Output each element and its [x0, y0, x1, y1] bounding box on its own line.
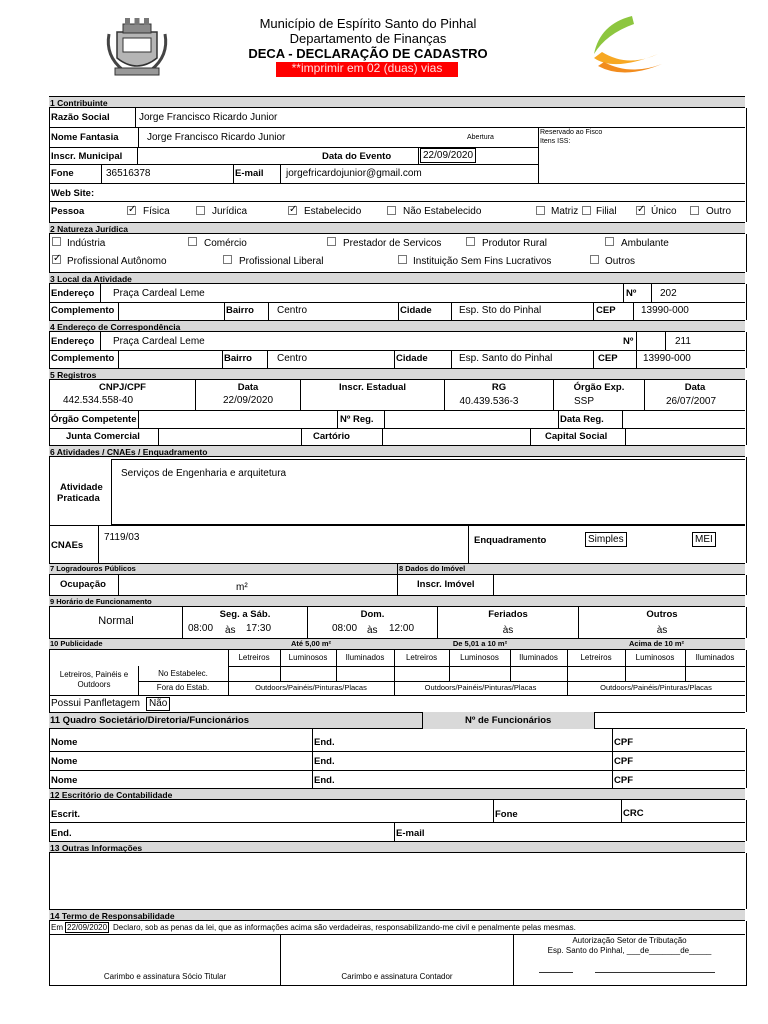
- mei-option[interactable]: MEI: [692, 532, 716, 547]
- s3-endereco-label: Endereço: [51, 288, 95, 299]
- industria-checkbox[interactable]: [52, 237, 61, 246]
- data1-value[interactable]: 22/09/2020: [222, 395, 274, 406]
- enquadramento-label: Enquadramento: [474, 535, 547, 546]
- s4-cidade-label: Cidade: [396, 353, 428, 364]
- instituicao-label: Instituição Sem Fins Lucrativos: [413, 256, 552, 267]
- outros-checkbox[interactable]: [590, 255, 599, 264]
- juridica-checkbox[interactable]: [196, 206, 205, 215]
- s3-cidade-label: Cidade: [400, 305, 432, 316]
- outros-as: às: [656, 625, 668, 636]
- socio-3-nome-label: Nome: [51, 775, 78, 786]
- s4-complemento-label: Complemento: [51, 353, 115, 364]
- s3-numero-label: Nº: [626, 288, 637, 299]
- s4-endereco-value[interactable]: Praça Cardeal Leme: [113, 336, 205, 347]
- s4-bairro-value[interactable]: Centro: [277, 353, 308, 364]
- header-municipality: Município de Espírito Santo do Pinhal: [259, 16, 477, 31]
- cnaes-value[interactable]: 7119/03: [104, 532, 140, 543]
- section-1-title: 1 Contribuinte: [50, 98, 108, 108]
- s3-cep-value[interactable]: 13990-000: [641, 305, 689, 316]
- autonomo-label: Profissional Autônomo: [67, 256, 167, 267]
- g3-luminosos: Luminosos: [635, 653, 675, 662]
- email-label: E-mail: [235, 168, 264, 179]
- outdoors-g2: Outdoors/Painéis/Pinturas/Placas: [424, 683, 537, 692]
- s4-bairro-label: Bairro: [224, 353, 252, 364]
- outros-label: Outros: [605, 256, 636, 267]
- abertura-label: Abertura: [467, 134, 494, 141]
- section-9-title: 9 Horário de Funcionamento: [50, 597, 152, 606]
- pessoa-label: Pessoa: [51, 206, 85, 217]
- ocupacao-label: Ocupação: [60, 579, 106, 590]
- carimbo-socio-label: Carimbo e assinatura Sócio Titular: [103, 972, 227, 981]
- publicidade-left-1: Letreiros, Painéis e: [59, 670, 129, 679]
- section-11-frame: [49, 729, 747, 788]
- autonomo-checkbox[interactable]: [52, 255, 61, 264]
- socio-1-cpf-label: CPF: [614, 737, 633, 748]
- num-funcionarios-label-front: Nº de Funcionários: [465, 715, 552, 726]
- socio-2-nome-label: Nome: [51, 756, 78, 767]
- g1-letreiros: Letreiros: [238, 653, 270, 662]
- g2-iluminados: Iluminados: [519, 653, 558, 662]
- rg-value[interactable]: 40.439.536-3: [459, 396, 519, 407]
- cnaes-label: CNAEs: [51, 540, 84, 551]
- itens-iss-label: Itens ISS:: [540, 138, 571, 145]
- section-14-title: 14 Termo de Responsabilidade: [50, 911, 175, 921]
- num-funcionarios-input[interactable]: [595, 713, 745, 728]
- section-6-header: [49, 445, 745, 457]
- nome-fantasia-value[interactable]: Jorge Francisco Ricardo Junior: [147, 132, 286, 143]
- filial-label: Filial: [596, 206, 617, 217]
- seg-as: às: [225, 625, 236, 636]
- cnpj-label: CNPJ/CPF: [99, 382, 146, 393]
- industria-label: Indústria: [67, 238, 106, 249]
- termo-em: Em: [51, 923, 63, 932]
- s4-cep-label: CEP: [598, 353, 618, 364]
- liberal-label: Profissional Liberal: [239, 256, 324, 267]
- fisica-label: Física: [143, 206, 170, 217]
- socio-1-nome-label: Nome: [51, 737, 78, 748]
- section-13-header: [49, 841, 745, 853]
- socio-2-end-label: End.: [314, 756, 335, 767]
- section-4-header: [49, 320, 745, 332]
- simples-option[interactable]: Simples: [585, 532, 627, 547]
- publicidade-left-2: Outdoors: [77, 680, 111, 689]
- outro-label: Outro: [706, 206, 732, 217]
- fone-value[interactable]: 36516378: [106, 168, 151, 179]
- rg-label: RG: [491, 382, 507, 393]
- data-evento-label: Data do Evento: [322, 151, 392, 162]
- section-3-title: 3 Local da Atividade: [50, 274, 132, 284]
- crc-label: CRC: [623, 808, 644, 819]
- s3-bairro-value[interactable]: Centro: [277, 305, 308, 316]
- dom-to[interactable]: 12:00: [389, 623, 415, 634]
- panfletagem-label: Possui Panfletagem: [51, 698, 140, 709]
- unico-label: Único: [651, 206, 677, 217]
- cnpj-value[interactable]: 442.534.558-40: [62, 395, 134, 406]
- razao-social-label: Razão Social: [51, 112, 110, 123]
- termo-declaration: Declaro, sob as penas da lei, que as informações acima são verdadeiras, responsabilizando-me civil e penalmente pelas mesmas.: [113, 923, 576, 932]
- email-value[interactable]: jorgefricardojunior@gmail.com: [286, 168, 422, 179]
- group-3-label: Acima de 10 m²: [628, 639, 685, 648]
- website-label: Web Site:: [51, 188, 95, 199]
- comercio-label: Comércio: [204, 238, 247, 249]
- dom-label: Dom.: [360, 609, 385, 620]
- data2-value[interactable]: 26/07/2007: [666, 396, 717, 407]
- liberal-checkbox[interactable]: [223, 255, 232, 264]
- produtor-checkbox[interactable]: [466, 237, 475, 246]
- g2-letreiros: Letreiros: [405, 653, 438, 662]
- section-13-title: 13 Outras Informações: [50, 843, 143, 853]
- section-2-header: [49, 222, 745, 234]
- group-1-label: Até 5,00 m²: [290, 639, 332, 648]
- horario-normal: Normal: [98, 615, 134, 627]
- section-12-title: 12 Escritório de Contabilidade: [50, 790, 173, 800]
- s3-endereco-value[interactable]: Praça Cardeal Leme: [113, 288, 205, 299]
- autorizacao-local: Esp. Santo do Pinhal, ___de_______de_____: [547, 946, 712, 955]
- nao-estabelecido-label: Não Estabelecido: [403, 206, 482, 217]
- data-evento-value[interactable]: 22/09/2020: [420, 148, 476, 163]
- g3-iluminados: Iluminados: [695, 653, 735, 662]
- section-5-title: 5 Registros: [50, 370, 97, 380]
- estabelecido-checkbox[interactable]: [288, 206, 297, 215]
- nome-fantasia-label: Nome Fantasia: [51, 132, 119, 143]
- atividade-value[interactable]: Serviços de Engenharia e arquitetura: [121, 468, 287, 479]
- socio-1-end-label: End.: [314, 737, 335, 748]
- s4-cidade-value[interactable]: Esp. Santo do Pinhal: [459, 353, 553, 364]
- matriz-label: Matriz: [551, 206, 579, 217]
- nreg-label: Nº Reg.: [340, 414, 374, 425]
- section-12-header: [49, 788, 745, 800]
- department-logo: [584, 14, 664, 80]
- data2-label: Data: [684, 382, 706, 393]
- data-reg-label: Data Reg.: [560, 414, 604, 425]
- capital-social-label: Capital Social: [545, 431, 608, 442]
- reservado-fisco-label: Reservado ao Fisco: [540, 129, 603, 136]
- contab-fone-label: Fone: [495, 809, 518, 820]
- fone-label: Fone: [51, 168, 74, 179]
- header-print-note: [276, 62, 458, 77]
- section-14-header: [49, 909, 745, 921]
- municipal-coat-of-arms: [103, 12, 171, 80]
- data1-label: Data: [237, 382, 259, 393]
- dom-as: às: [367, 625, 378, 636]
- termo-date[interactable]: 22/09/2020: [67, 923, 108, 932]
- unico-checkbox[interactable]: [636, 206, 645, 215]
- section-6-title: 6 Atividades / CNAEs / Enquadramento: [50, 447, 208, 457]
- autorizacao-label: Autorização Setor de Tributação: [572, 936, 687, 945]
- s3-cidade-value[interactable]: Esp. Sto do Pinhal: [459, 305, 542, 316]
- g1-iluminados: Iluminados: [345, 653, 385, 662]
- socio-2-cpf-label: CPF: [614, 756, 633, 767]
- autorizacao-sign-line-1: [539, 972, 573, 973]
- carimbo-contador-label: Carimbo e assinatura Contador: [341, 972, 453, 981]
- outdoors-g1: Outdoors/Painéis/Pinturas/Placas: [255, 683, 367, 692]
- section-9-header: [49, 595, 745, 607]
- produtor-label: Produtor Rural: [482, 238, 548, 249]
- orgao-exp-value[interactable]: SSP: [573, 396, 594, 407]
- outros-label-horario: Outros: [646, 609, 678, 620]
- section-7-8-frame: [49, 575, 747, 595]
- junta-comercial-label: Junta Comercial: [66, 431, 140, 442]
- g1-luminosos: Luminosos: [288, 653, 328, 662]
- feriados-label: Feriados: [488, 609, 528, 620]
- g2-luminosos: Luminosos: [460, 653, 499, 662]
- seg-to[interactable]: 17:30: [246, 623, 272, 634]
- s4-endereco-label: Endereço: [51, 336, 95, 347]
- section-2-title: 2 Natureza Jurídica: [50, 224, 128, 234]
- panfletagem-value[interactable]: Não: [146, 697, 170, 711]
- estabelecido-label: Estabelecido: [304, 206, 362, 217]
- g3-letreiros: Letreiros: [580, 653, 612, 662]
- escrit-label: Escrit.: [51, 809, 81, 820]
- atividade-label-2: Praticada: [57, 493, 100, 504]
- atividade-label-1: Atividade: [60, 482, 103, 493]
- section-7-title: 7 Logradouros Públicos: [50, 564, 136, 573]
- s3-complemento-label: Complemento: [51, 305, 115, 316]
- m2-unit: m²: [236, 582, 248, 593]
- contab-email-label: E-mail: [396, 828, 425, 839]
- prestador-label: Prestador de Servicos: [343, 238, 442, 249]
- ambulante-checkbox[interactable]: [605, 237, 614, 246]
- section-5-header: [49, 368, 745, 380]
- s4-numero-value[interactable]: 211: [675, 336, 691, 347]
- seg-from[interactable]: 08:00: [188, 623, 214, 634]
- header-form-title: DECA - DECLARAÇÃO DE CADASTRO: [248, 46, 488, 61]
- s3-bairro-label: Bairro: [226, 305, 254, 316]
- ambulante-label: Ambulante: [621, 238, 669, 249]
- nao-estabelecido-checkbox[interactable]: [387, 206, 396, 215]
- feriados-as: às: [502, 625, 514, 636]
- filial-checkbox[interactable]: [582, 206, 591, 215]
- fora-estab-label: Fora do Estab.: [156, 683, 210, 692]
- s4-cep-value[interactable]: 13990-000: [643, 353, 691, 364]
- group-2-label: De 5,01 a 10 m²: [452, 639, 508, 648]
- contab-end-label: End.: [51, 828, 72, 839]
- comercio-checkbox[interactable]: [188, 237, 197, 246]
- outdoors-g3: Outdoors/Painéis/Pinturas/Placas: [600, 683, 712, 692]
- section-10-title: 10 Publicidade: [50, 639, 103, 648]
- instituicao-checkbox[interactable]: [398, 255, 407, 264]
- juridica-label: Jurídica: [212, 206, 248, 217]
- section-1-header: [49, 96, 745, 108]
- print-note-text: **imprimir em 02 (duas) vias: [291, 61, 443, 75]
- seg-sab-label: Seg. a Sáb.: [219, 609, 271, 620]
- outras-informacoes-area[interactable]: [49, 853, 747, 909]
- inscr-municipal-label: Inscr. Municipal: [51, 151, 123, 162]
- s4-numero-label: Nº: [623, 336, 634, 347]
- inscr-imovel-label: Inscr. Imóvel: [417, 579, 475, 590]
- section-8-title: 8 Dados do Imóvel: [399, 564, 466, 573]
- s3-cep-label: CEP: [596, 305, 616, 316]
- dom-from[interactable]: 08:00: [332, 623, 358, 634]
- section-11-title: 11 Quadro Societário/Diretoria/Funcionários: [50, 715, 250, 726]
- socio-3-end-label: End.: [314, 775, 335, 786]
- cartorio-label: Cartório: [313, 431, 350, 442]
- inscr-estadual-label: Inscr. Estadual: [338, 382, 407, 393]
- prestador-checkbox[interactable]: [327, 237, 336, 246]
- fisica-checkbox[interactable]: [127, 206, 136, 215]
- s3-numero-value[interactable]: 202: [660, 288, 677, 299]
- razao-social-value[interactable]: Jorge Francisco Ricardo Junior: [139, 112, 278, 123]
- autorizacao-sign-line-2: [595, 972, 715, 973]
- matriz-checkbox[interactable]: [536, 206, 545, 215]
- orgao-exp-label: Órgão Exp.: [573, 382, 625, 393]
- section-3-header: [49, 272, 745, 284]
- section-4-title: 4 Endereço de Correspondência: [50, 322, 181, 332]
- header-department: Departamento de Finanças: [289, 31, 447, 46]
- no-estabelec-label: No Estabelec.: [158, 669, 208, 678]
- socio-3-cpf-label: CPF: [614, 775, 633, 786]
- orgao-competente-label: Órgão Competente: [51, 414, 137, 425]
- outro-checkbox[interactable]: [690, 206, 699, 215]
